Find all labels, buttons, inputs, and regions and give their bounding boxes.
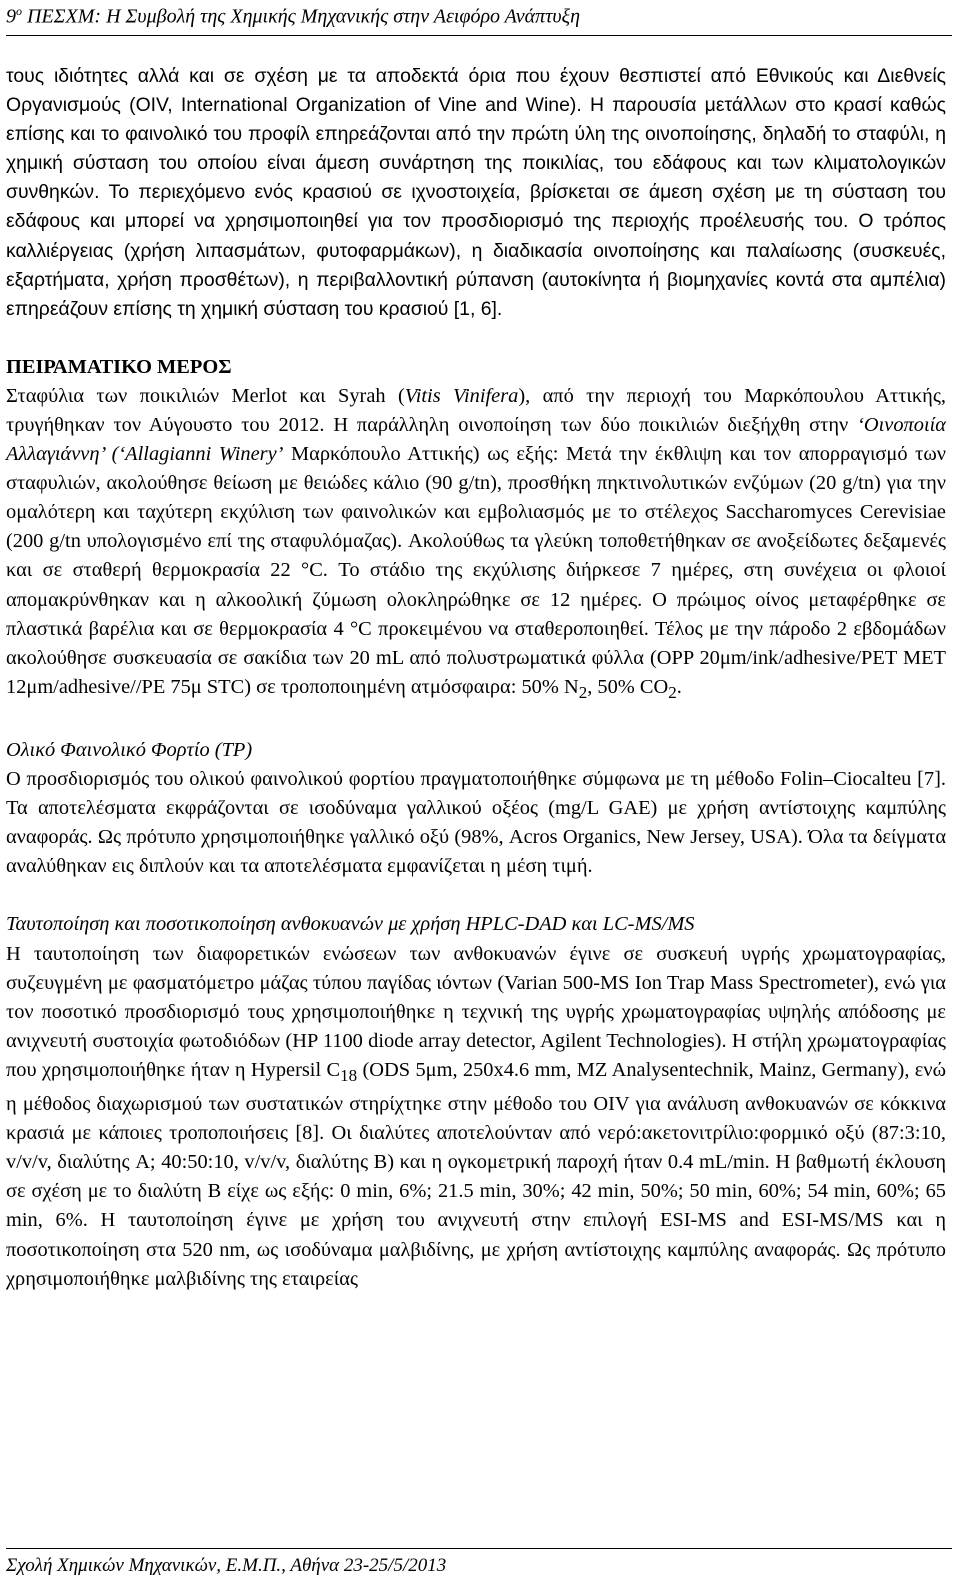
- hplc-text-1: Η ταυτοποίηση των διαφορετικών ενώσεων των ανθοκυανών έγινε σε συσκευή υγρής χρωματογραφίας, συζευγμένη με φασματόμετρο μάζας τύπου παγίδας ιόντων (Varian 500-MS Ion Trap Mass Spectrometer), ενώ για τον ποσοτικό προσδιορισμό τους χρησιμοποιήθηκε η τεχνική της υγρής χρωματογραφίας υψηλής απόδοσης με ανιχνευτή συστοιχία φωτοδιόδων (HP 1100 diode array detector, Agilent Technologies). Η στήλη χρωματογραφίας που χρησιμοποιήθηκε ήταν η Hypersil C: [6, 942, 946, 1081]
- hplc-text-2: (ODS 5μm, 250x4.6 mm, MZ Analysentechnik, Mainz, Germany), ενώ η μέθοδος διαχωρισμού των συστατικών στηρίχτηκε στην μέθοδο του OIV για ανάλυση ανθοκυανών σε κόκκινα κρασιά με κάποιες τροποποιήσεις [8]. Οι διαλύτες αποτελούνταν από νερό:ακετονιτρίλιο:φορμικό οξύ (87:3:10, v/v/v, διαλύτης A; 40:50:10, v/v/v, διαλύτης B) και η ογκομετρική παροχή ήταν 0.4 mL/min. Η βαθμωτή έκλουση σε σχέση με το διαλύτη B είχε ως εξής: 0 min, 6%; 21.5 min, 30%; 42 min, 50%; 50 min, 60%; 54 min, 60%; 65 min, 6%. Η ταυτοποίηση έγινε με χρήση του ανιχνευτή στην επιλογή ESI-MS and ESI-MS/MS και η ποσοτικοποίηση στα 520 nm, ως ισοδύναμα μαλβιδίνης, με χρήση αντίστοιχης καμπύλης αναφοράς. Ως πρότυπο χρησιμοποιήθηκε μαλβιδίνης της εταιρείας: [6, 1058, 946, 1290]
- experimental-text-5: .: [676, 675, 682, 698]
- intro-text-rest: Η παρουσία μετάλλων στο κρασί καθώς επίσης και το φαινολικό του προφίλ επηρεάζονται από την πρώτη ύλη της οινοποίησης, δηλαδή το σταφύλι, η χημική σύσταση του οποίου είναι άμεση συνάρτηση της ποικιλίας, του εδάφους και των κλιματολογικών συνθηκών. Το περιεχόμενο ενός κρασιού σε ιχνοστοιχεία, βρίσκεται σε άμεση σχέση με τη σύσταση του εδάφους και μπορεί να χρησιμοποιηθεί για τον προσδιορισμό της περιοχής προέλευσής του. Ο τρόπος καλλιέργειας (χρήση λιπασμάτων, φυτοφαρμάκων), η διαδικασία οινοποίησης και παλαίωσης (συσκευές, εξαρτήματα, χρήση προσθέτων), η περιβαλλοντική ρύπανση (αυτοκίνητα ή βιομηχανίες κοντά στα αμπέλια) επηρεάζουν επίσης τη χημική σύσταση του κρασιού [1, 6].: [6, 94, 946, 320]
- experimental-text-3: Μαρκόπουλο Αττικής) ως εξής: Μετά την έκθλιψη και τον απορραγισμό των σταφυλιών, ακολούθησε θείωση με θειώδες κάλιο (90 g/tn), προσθήκη πηκτινολυτικών ενζύμων (20 g/tn) για την ομαλότερη και ταχύτερη εκχύλιση των φαινολικών και εμβολιασμός με το στέλεχος Saccharomyces Cerevisiae (200 g/tn υπολογισμένο επί της σταφυλόμαζας). Ακολούθως τα γλεύκη τοποθετήθηκαν σε ανοξείδωτες δεξαμενές και σε σταθερή θερμοκρασία 22 °C. Το στάδιο της εκχύλισης διήρκεσε 7 ημέρες, στη συνέχεια οι φλοιοί απομακρύνθηκαν και η αλκοολική ζύμωση ολοκληρώθηκε σε 12 ημέρες. Ο πρώιμος οίνος μεταφέρθηκε σε πλαστικά βαρέλια και σε θερμοκρασία 4 °C προκειμένου να σταθεροποιηθεί. Τέλος με την πάροδο 2 εβδομάδων ακολούθησε συσκευασία σε σακίδια των 20 mL από πολυστρωματικά φύλλα (OPP 20μm/ink/adhesive/PET MET 12μm/adhesive//PE 75μ STC) σε τροποποιημένη ατμόσφαιρα: 50% N: [6, 443, 946, 698]
- subscript-c18: 18: [340, 1065, 358, 1085]
- intro-text-start: τους ιδιότητες αλλά και σε σχέση με τα αποδεκτά όρια που έχουν θεσπιστεί από Εθνικούς και Διεθνείς Οργανισμούς (OIV, International Organization of Vine and Wine).: [6, 65, 946, 117]
- page-footer: Σχολή Χημικών Μηχανικών, Ε.Μ.Π., Αθήνα 23-25/5/2013: [6, 1548, 952, 1577]
- subscript-co2: 2: [668, 682, 677, 702]
- header-ordinal: 9: [6, 5, 16, 28]
- page-header: [6, 4, 952, 36]
- header-title: ΠΕΣΧΜ: Η Συμβολή της Χημικής Μηχανικής στην Αειφόρο Ανάπτυξη: [22, 5, 581, 28]
- experimental-heading: ΠΕΙΡΑΜΑΤΙΚΟ ΜΕΡΟΣ: [6, 355, 232, 378]
- experimental-text-2: ), από την περιοχή του Μαρκόπουλου Αττικής, τρυγήθηκαν τον Αύγουστο του 2012. Η παράλληλη οινοποίηση των δύο ποικιλιών διεξήχθη στην: [6, 384, 946, 436]
- spacer: [6, 707, 946, 736]
- hplc-paragraph: [6, 940, 946, 1294]
- spacer: [6, 881, 946, 910]
- intro-paragraph: [6, 62, 946, 324]
- spacer: [6, 324, 946, 353]
- subscript-n2: 2: [578, 682, 588, 702]
- tp-heading: Ολικό Φαινολικό Φορτίο (TP): [6, 738, 253, 761]
- tp-paragraph: Ο προσδιορισμός του ολικού φαινολικού φορτίου πραγματοποιήθηκε σύμφωνα με τη μέθοδο Folin–Ciocalteu [7]. Τα αποτελέσματα εκφράζονται σε ισοδύναμα γαλλικού οξέος (mg/L GAE) με χρήση αντίστοιχης καμπύλης αναφοράς. Ως πρότυπο χρησιμοποιήθηκε γαλλικό οξύ (98%, Acros Organics, New Jersey, USA). Όλα τα δείγματα αναλύθηκαν εις διπλούν και τα αποτελέσματα εμφανίζεται η μέση τιμή.: [6, 768, 946, 878]
- page-body: [6, 62, 946, 1294]
- experimental-text-1: Σταφύλια των ποικιλιών Merlot και Syrah (: [6, 384, 405, 407]
- experimental-text-4: , 50% CO: [587, 675, 669, 698]
- experimental-paragraph: [6, 382, 946, 707]
- species-name: Vitis Vinifera: [404, 384, 519, 407]
- header-ordinal-suffix: ο: [16, 4, 22, 18]
- hplc-heading: Ταυτοποίηση και ποσοτικοποίηση ανθοκυανών με χρήση HPLC-DAD και LC-MS/MS: [6, 913, 695, 936]
- winery-name: ‘Οινοποιία Αλλαγιάννη’ (‘Allagianni Winery’: [6, 413, 946, 466]
